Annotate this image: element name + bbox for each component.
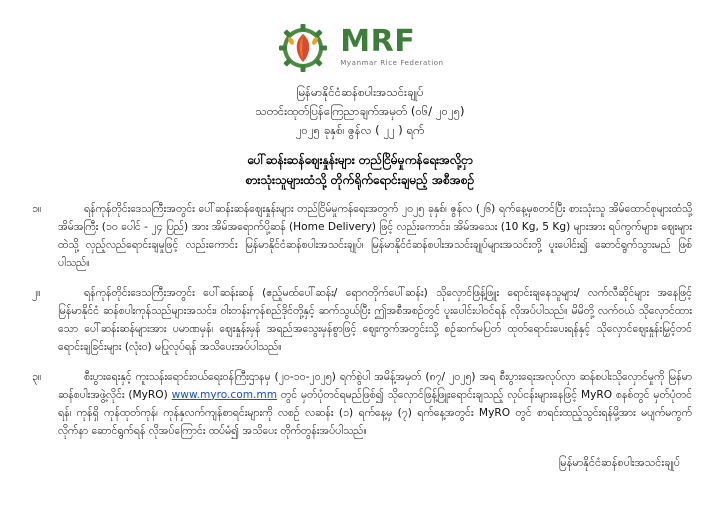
mrf-logo-icon	[276, 20, 330, 74]
page-title	[28, 151, 692, 189]
paragraph-3-text	[58, 368, 692, 441]
paragraph-3-number: ၃။	[32, 370, 42, 383]
paragraph-3-text-before: စီးပွားရေးနှင့် ကူးသန်းရောင်းဝယ်ရေးဝန်ကြီးဌာနမှ (၂၀-၁၀-၂၀၂၅) ရက်စွဲပါ အမိန့်အမှတ် (၈၇/ ၂၀၂၅) အရ စီးပွားရေးအလုပ်လှာ ဆန်စပါးသိုလှောင်မှုကို မြန်မာ ဆန်စပါးအဖွဲ့လိုင်း (MyRO)	[58, 370, 692, 401]
logo-title: MRF	[340, 24, 416, 59]
document-signoff: မြန်မာနိုင်ငံဆန်စပါးအသင်းချုပ်	[558, 456, 680, 470]
logo-subtitle: Myanmar Rice Federation	[340, 59, 444, 67]
logo-wordmark	[340, 24, 444, 67]
header-date: ၂၀၂၅ ခုနှစ်၊ ဇွန်လ ( ၂၂ ) ရက်	[295, 122, 425, 137]
page-title-line2: စားသုံးသူများထံသို့ တိုက်ရိုက်ရောင်းချမည့် အစီအစဉ်	[245, 172, 475, 187]
paragraph-1	[28, 200, 692, 273]
paragraph-1-number: ၁။	[32, 202, 42, 215]
header-announcement-number: သတင်းထုတ်ပြန်ကြေညာချက်အမှတ် (၀၆/ ၂၀၂၅)	[255, 103, 465, 118]
paragraph-3	[28, 368, 692, 441]
document-body	[28, 200, 692, 441]
logo-header	[28, 20, 692, 74]
header-organization: မြန်မာနိုင်ငံဆန်စပါးအသင်းချုပ်	[296, 85, 424, 99]
paragraph-1-text: ရန်ကုန်တိုင်းဒေသကြီးအတွင်း ပေါ်ဆန်းဆန်ဈေးနှုန်းများ တည်ငြိမ်မှုကန်ရေးအတွက် ၂၀၂၅ ခုနှစ်၊ ဇွန်လ (၂၆) ရက်နေ့မှစတင်ပြီး စားသုံးသူ အိမ်ထောင်စုများထံသို့ အိမ်အကြီး (၁၀ ပေါင် - ၂၄ ပြည်) အား အိမ်အရောက်ပို့ဆန် (Home Delivery) ဖြင့် လည်းကောင်း၊ အိမ်အသေး (10 Kg, 5 Kg) များအား ရပ်ကွက်များ၊ ဈေးများထဲသို့ လှည့်လည်ရောင်းချမှုဖြင့် လည်းကောင်း မြန်မာနိုင်ငံဆန်စပါးအသင်းချုပ်၊ မြန်မာနိုင်ငံဆန်စပါးအသင်းချုပ်များအသင်းတို့ ပူးပေါင်း၍ ဆောင်ရွက်သွားမည် ဖြစ်ပါသည်။	[58, 202, 692, 270]
paragraph-2-number: ၂။	[32, 286, 41, 299]
paragraph-2	[28, 284, 692, 357]
paragraph-2-text: ရန်ကုန်တိုင်းဒေသကြီးအတွင်း ပေါ်ဆန်းဆန် (ဧည့်မထ်ပေါ်ဆန်း/ ရောဂတိုက်ပေါ်ဆန်း) သိုလှောင်ဖြန့်ဖြူး ရောင်းချနေသူများ/ လက်လီဆိုင်များ အနေဖြင့် မြန်မာနိုင်ငံ ဆန်စပါးကုန်သည်များအသင်း၊ ဝါးတန်းကုန်စည်ဒိုင်တို့နှင့် ဆက်သွယ်ပြီး ဤအစီအစဉ်တွင် ပူးပေါင်းပါဝင်ရန် လိုအပ်ပါသည်။ မိမိတို့ လက်ဝယ် သိုလှောင်ထားသော ပေါ်ဆန်းဆန်များအား ပမာဏမှန်၊ ဈေးနှုန်းမှန် အရည်အသွေးမှန်စွာဖြင့် ဈေးကွက်အတွင်းသို့ စဉ်ဆက်မပြတ် ထုတ်ရောင်းပေးရန်နှင့် သိုလှောင်ဈေးနှုန်းမြှင့်တင် ရောင်းချခြင်းများ (လုံး၀) မပြုလုပ်ရန် အသိပေးအပ်ပါသည်။	[58, 286, 692, 354]
paragraph-3-text-after: တွင် မှတ်ပုံတင်ရမည်ဖြစ်၍ သိုလှောင်ဖြန့်ဖြူးရောင်းချသည့် လုပ်ငန်းများနေဖြင့် MyRO စနစ်တွင် မှတ်ပုံတင်ရန်၊ ကုန်ရှိ ကုန်ထုတ်ကုန်၊ ကုန်နှလက်ကျန်စာရင်းများကို လစဉ် လဆန်း (၁) ရက်နေ့မှ (၇) ရက်နေ့အတွင်း MyRO တွင် စာရင်းထည့်သွင်းရန်မို့အား မပျက်မကွက် လိုက်နာ ဆောင်ရွက်ရန် လိုအပ်ကြောင်း ထပ်မံ၍ အသိပေး တိုက်တွန်းအပ်ပါသည်။	[58, 388, 692, 438]
document-header	[28, 84, 692, 139]
page-title-line1: ပေါ်ဆန်းဆန်ဈေးနှုန်းများ တည်ငြိမ်မှုကန်ရေးအလို့ငှာ	[247, 153, 473, 168]
myro-website-link[interactable]: www.myro.com.mm	[171, 388, 278, 401]
